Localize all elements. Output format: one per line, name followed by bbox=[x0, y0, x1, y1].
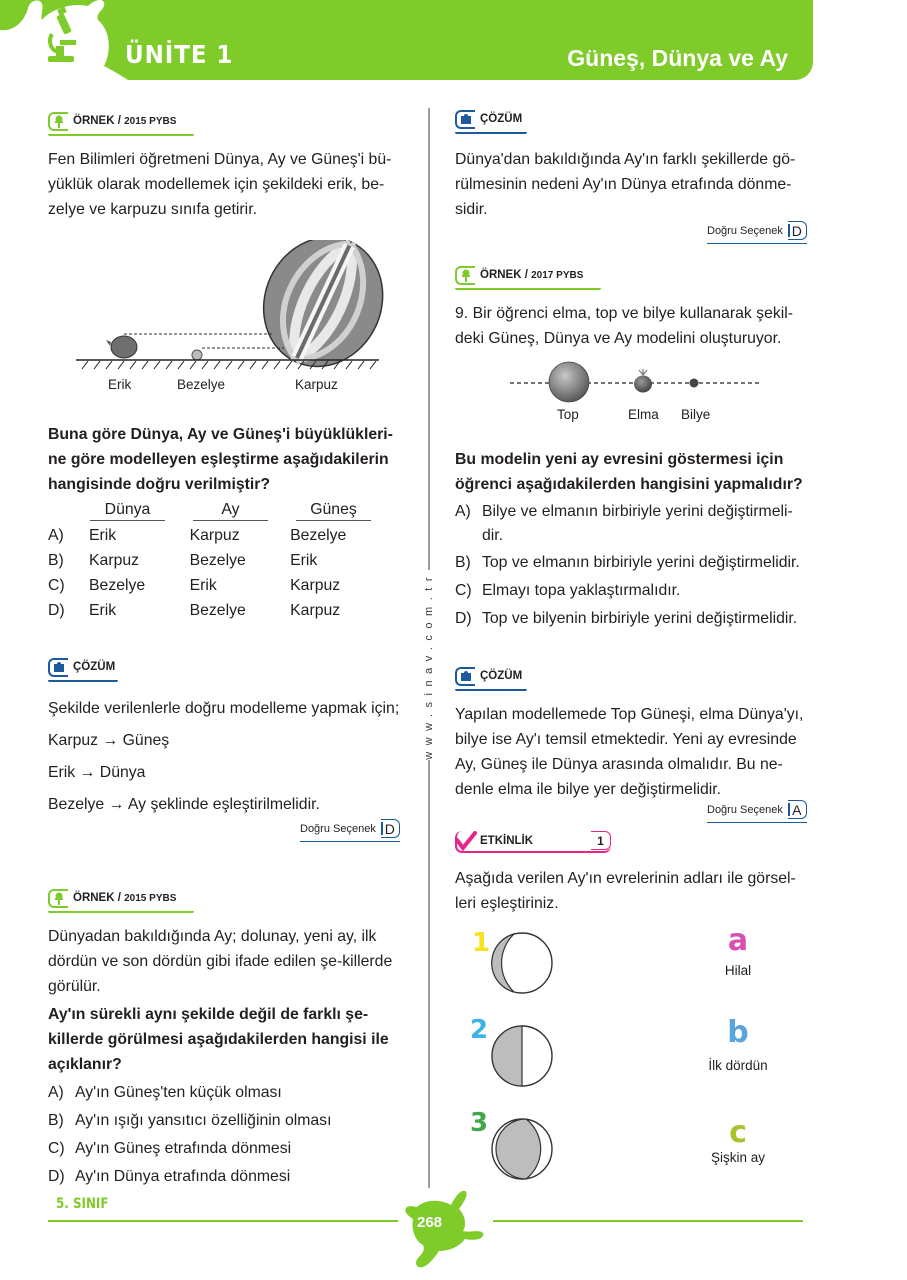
header-bar bbox=[0, 0, 813, 80]
pin-icon bbox=[48, 112, 68, 131]
table-row[interactable]: A) Erik Karpuz Bezelye bbox=[48, 526, 347, 544]
answer-letter: D bbox=[788, 221, 807, 240]
table-row[interactable]: D) Erik Bezelye Karpuz bbox=[48, 601, 341, 619]
answer-table bbox=[48, 498, 378, 623]
phase-name-hilal[interactable]: Hilal bbox=[724, 963, 752, 978]
option-c[interactable]: C) Elmayı topa yaklaştırmalıdır. bbox=[455, 582, 681, 599]
solution1-text: Şekilde verilenlerle doğru modelleme yapmak için; Karpuz → Güneş Erik → Dünya Bezelye → Ay şeklinde eşleştirilmelidir. bbox=[48, 700, 400, 813]
example-badge: ÖRNEK / 2015 PYBS bbox=[48, 888, 194, 908]
figure-label-bilye: Bilye bbox=[681, 407, 711, 422]
answer-letter: D bbox=[381, 819, 400, 838]
example2-question: Ay'ın sürekli aynı şekilde değil de farklı şe- killerde görülmesi aşağıdakilerden hangisi ile açıklanır? bbox=[48, 1006, 389, 1073]
pin-icon bbox=[48, 889, 68, 908]
ball-image bbox=[549, 362, 589, 402]
option-a[interactable]: A) Bilye ve elmanın birbiriyle yerini değiştirmeli- dir. bbox=[455, 503, 793, 544]
example2-text: Dünyadan bakıldığında Ay; dolunay, yeni ay, ilk dördün ve son dördün gibi ifade edilen şe-killerde görülür. bbox=[48, 928, 393, 995]
solution3-text: Yapılan modellemede Top Güneşi, elma Dünya'yı, bilye ise Ay'ı temsil etmektedir. Yeni ay evresinde Ay, Güneş ile Dünya arasında olmalıdır. Bu ne- denle elma ile bilye yer değiştirmelidir. bbox=[455, 706, 804, 798]
moon-phase-crescent[interactable] bbox=[490, 932, 554, 994]
example-badge bbox=[48, 111, 194, 131]
moon-phase-gibbous[interactable] bbox=[490, 1118, 554, 1180]
footer-line bbox=[48, 1220, 398, 1222]
option-d[interactable]: D) Top ve bilyenin birbiriyle yerini değiştirmelidir. bbox=[455, 610, 798, 627]
pea-image bbox=[192, 350, 202, 360]
footer-line bbox=[493, 1220, 803, 1222]
sun-earth-moon-model-figure bbox=[505, 360, 765, 405]
option-c[interactable]: C) Ay'ın Güneş etrafında dönmesi bbox=[48, 1140, 292, 1157]
size-comparison-figure bbox=[74, 240, 384, 375]
solution-badge: ÇÖZÜM bbox=[455, 109, 527, 129]
figure-label-elma: Elma bbox=[628, 407, 659, 422]
phase-name-ilk-dordun[interactable]: İlk dördün bbox=[708, 1058, 768, 1073]
letter-a-icon: a bbox=[727, 923, 749, 958]
correct-answer: Doğru Seçenek A bbox=[707, 800, 807, 819]
activity-instructions: Aşağıda verilen Ay'ın evrelerinin adları ile görsel- leri eşleştiriniz. bbox=[455, 870, 796, 912]
watermark: www.sinav.com.tr bbox=[414, 570, 444, 760]
unit-title: ÜNİTE 1 bbox=[125, 40, 234, 69]
solution-badge: ÇÖZÜM bbox=[48, 657, 118, 677]
puzzle-icon bbox=[48, 658, 68, 677]
example1-question: Buna göre Dünya, Ay ve Güneş'i büyüklükleri- ne göre modelleyen eşleştirme aşağıdakilerin hangisinde doğru verilmiştir? bbox=[48, 426, 393, 493]
figure-label-top: Top bbox=[557, 407, 579, 422]
number-2-icon: 2 bbox=[470, 1015, 489, 1045]
activity-badge-header: ETKİNLİK bbox=[455, 831, 533, 851]
checkmark-icon bbox=[455, 831, 477, 851]
table-row[interactable]: B) Karpuz Bezelye Erik bbox=[48, 551, 318, 569]
chapter-title: Güneş, Dünya ve Ay bbox=[567, 45, 788, 71]
figure-label-bezelye: Bezelye bbox=[177, 377, 226, 392]
badge-label: ÖRNEK / 2015 PYBS bbox=[73, 115, 177, 127]
microscope-icon bbox=[46, 6, 80, 66]
figure-label-karpuz: Karpuz bbox=[295, 377, 338, 392]
apple-image bbox=[634, 376, 652, 393]
correct-answer: Doğru Seçenek D bbox=[300, 819, 400, 838]
solution-badge: ÇÖZÜM bbox=[455, 666, 527, 686]
example3-question: Bu modelin yeni ay evresini göstermesi için öğrenci aşağıdakilerden hangisini yapmalıdır? bbox=[455, 451, 803, 493]
puzzle-icon bbox=[455, 667, 475, 686]
table-row[interactable]: C) Bezelye Erik Karpuz bbox=[48, 576, 341, 594]
plum-image bbox=[111, 336, 137, 358]
marble-image bbox=[690, 379, 699, 388]
solution2-text: Dünya'dan bakıldığında Ay'ın farklı şekillerde gö- rülmesinin nedeni Ay'ın Dünya etrafında dönme- sidir. bbox=[455, 151, 796, 218]
example3-text: 9. Bir öğrenci elma, top ve bilye kullanarak şekil- deki Güneş, Dünya ve Ay modelini oluşturuyor. bbox=[455, 305, 794, 347]
option-d[interactable]: D) Ay'ın Dünya etrafında dönmesi bbox=[48, 1168, 291, 1185]
puzzle-icon bbox=[455, 110, 475, 129]
example1-text: Fen Bilimleri öğretmeni Dünya, Ay ve Güneş'i bü- yüklük olarak modellemek için şekildeki erik, be- zelye ve karpuzu sınıfa getirir. bbox=[48, 151, 392, 218]
answer-letter: A bbox=[788, 800, 807, 819]
letter-c-icon: c bbox=[729, 1115, 747, 1150]
correct-answer: Doğru Seçenek D bbox=[707, 221, 807, 240]
option-a[interactable]: A) Ay'ın Güneş'ten küçük olması bbox=[48, 1084, 282, 1101]
pin-icon bbox=[455, 266, 475, 285]
example-badge: ÖRNEK / 2017 PYBS bbox=[455, 265, 601, 285]
page-number-splat bbox=[395, 1185, 490, 1270]
grade-label: 5. SINIF bbox=[56, 1196, 109, 1212]
number-3-icon: 3 bbox=[470, 1108, 489, 1138]
phase-name-siskin-ay[interactable]: Şişkin ay bbox=[710, 1150, 766, 1165]
figure-label-erik: Erik bbox=[108, 377, 132, 392]
option-b[interactable]: B) Ay'ın ışığı yansıtıcı özelliğinin olması bbox=[48, 1112, 332, 1129]
table-header: Dünya Ay Güneş bbox=[48, 498, 378, 523]
number-1-icon: 1 bbox=[472, 928, 491, 958]
activity-number-badge: 1 bbox=[591, 831, 611, 850]
watermelon-image bbox=[243, 240, 384, 375]
moon-phase-quarter[interactable] bbox=[490, 1025, 554, 1087]
page-number: 268 bbox=[417, 1214, 443, 1231]
letter-b-icon: b bbox=[727, 1015, 749, 1050]
option-b[interactable]: B) Top ve elmanın birbiriyle yerini değiştirmelidir. bbox=[455, 554, 800, 571]
